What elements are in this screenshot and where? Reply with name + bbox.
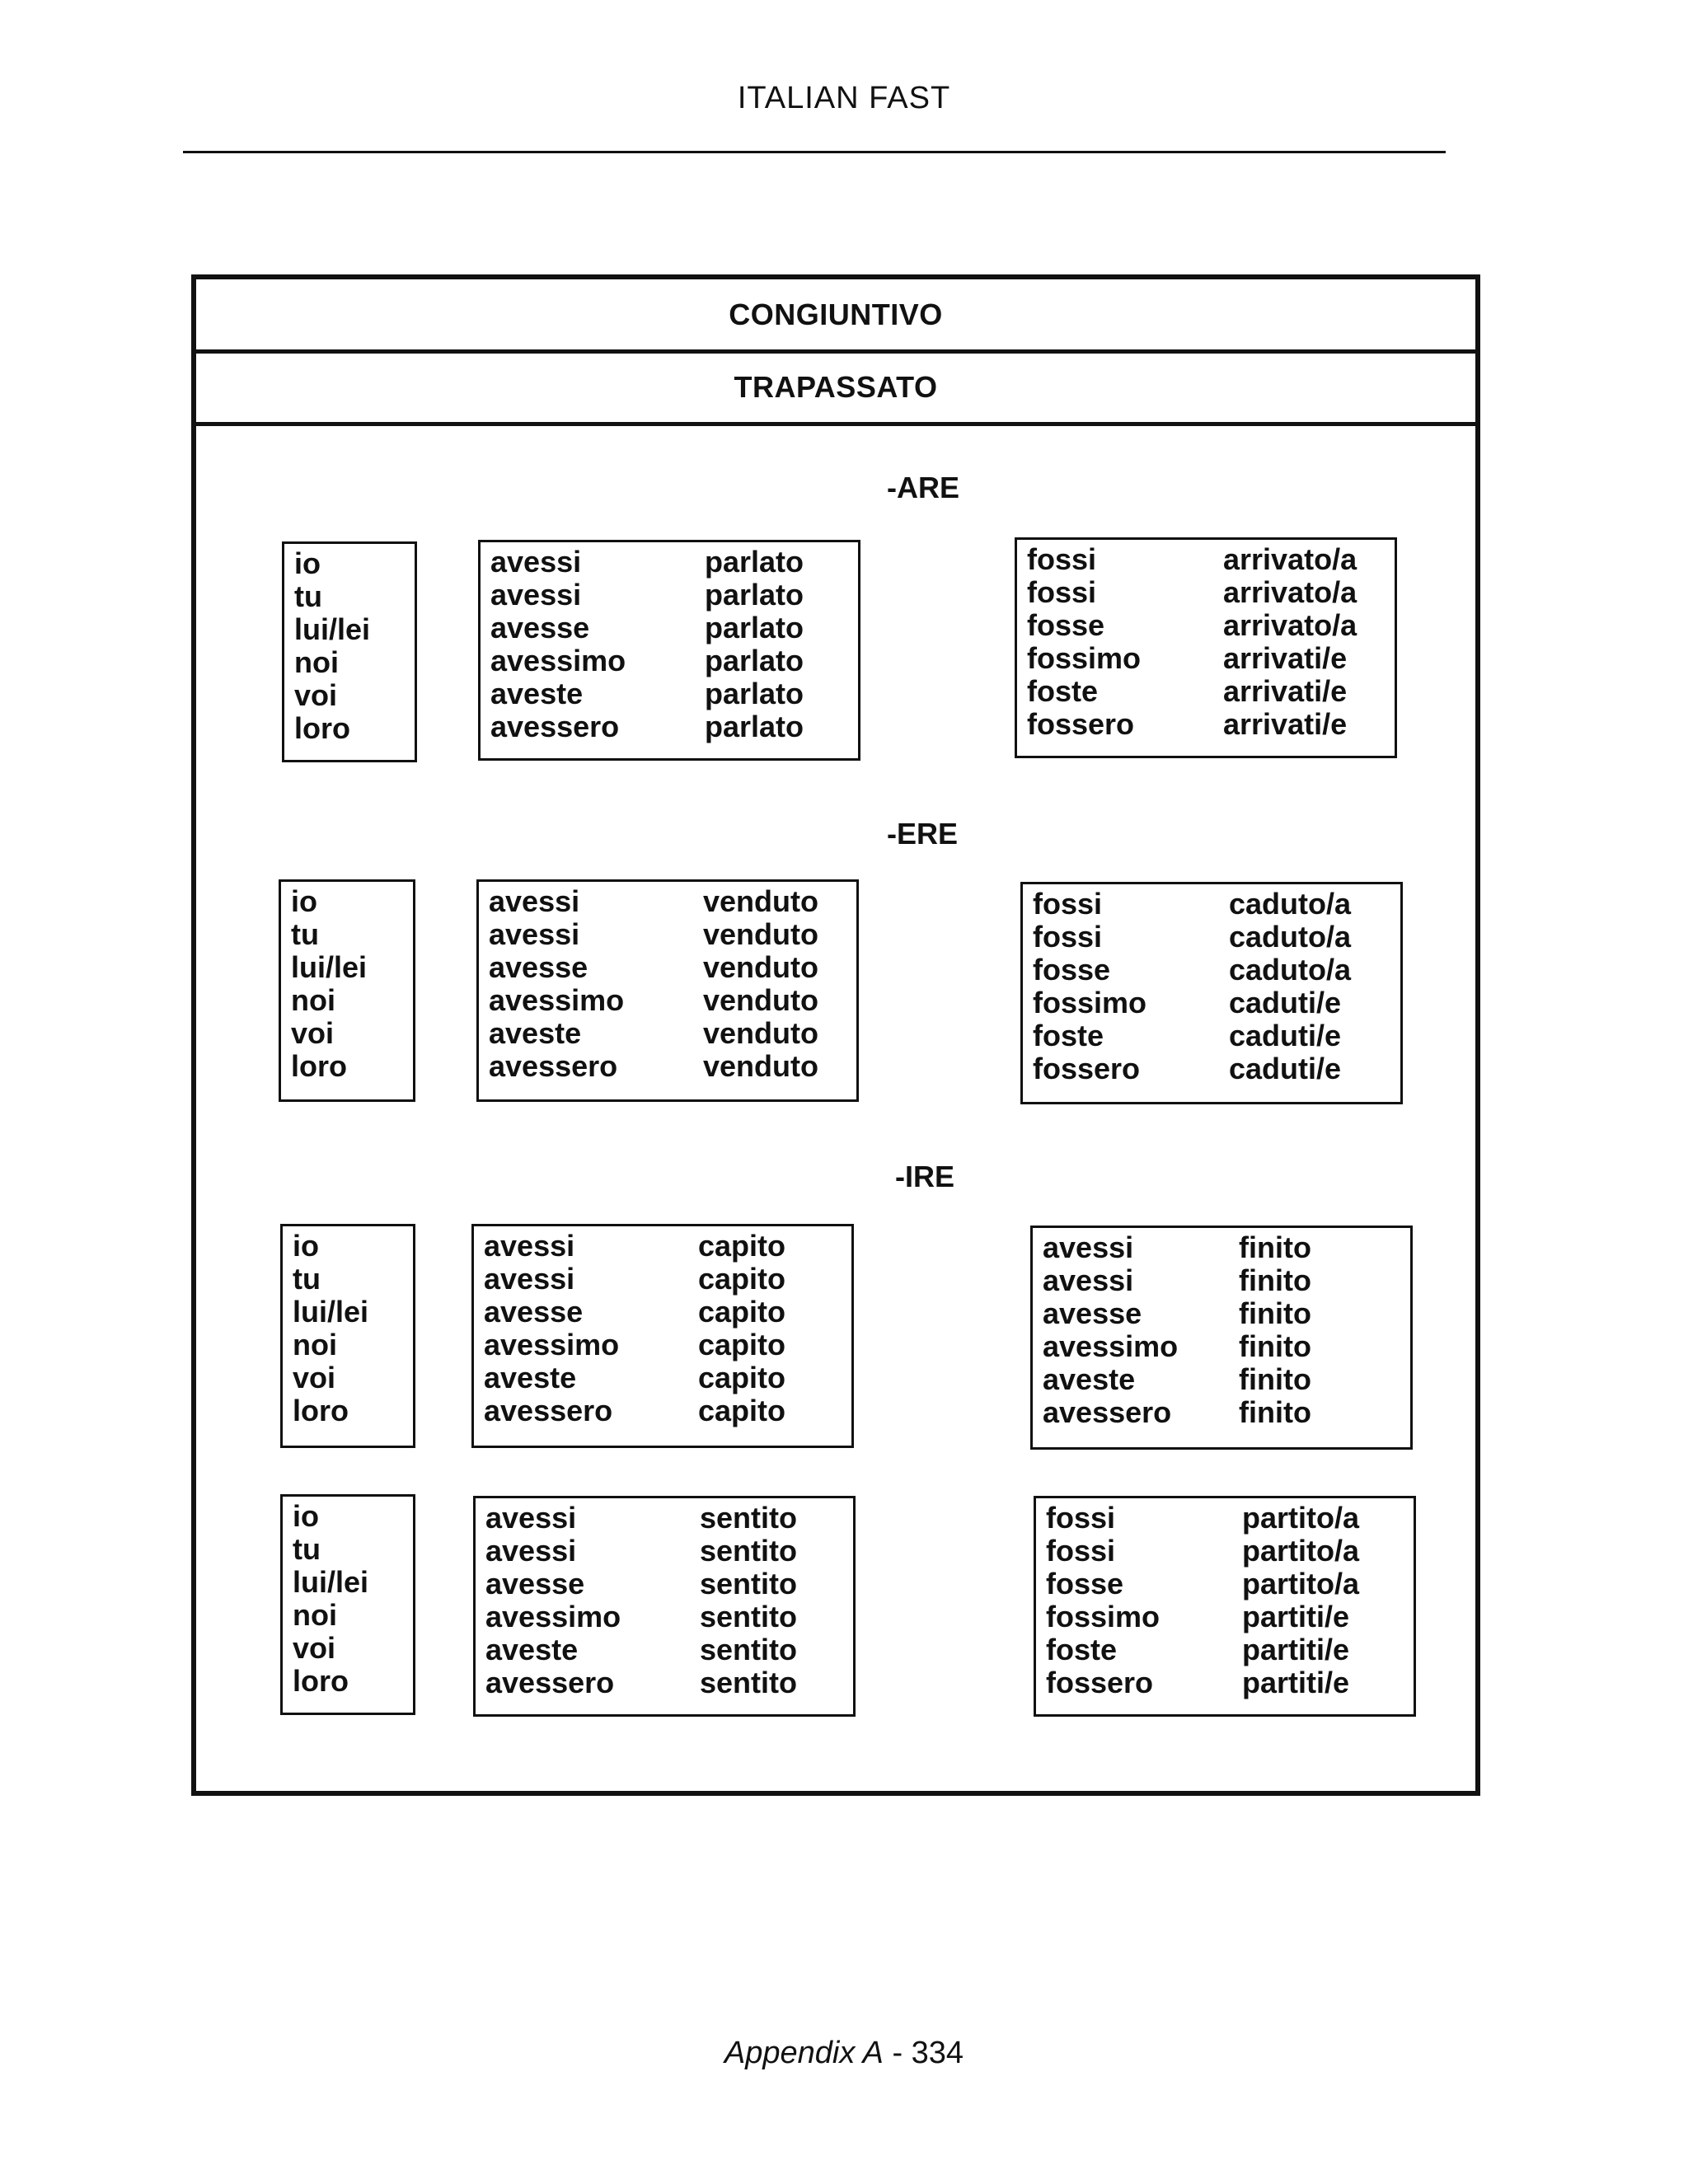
auxiliary: avessimo	[490, 644, 626, 677]
conjugation-box-avere	[471, 1224, 854, 1448]
conjugation-box-avere	[476, 879, 859, 1102]
pronoun: noi	[293, 1328, 337, 1361]
participle: finito	[1239, 1263, 1311, 1297]
participle: caduto/a	[1229, 887, 1352, 921]
auxiliary: avessi	[489, 917, 580, 951]
participle: parlato	[705, 710, 804, 743]
auxiliary: fossero	[1046, 1666, 1154, 1699]
auxiliary: fosse	[1033, 953, 1111, 987]
auxiliary: fossi	[1027, 575, 1097, 609]
participle: finito	[1239, 1230, 1311, 1264]
pronoun-box	[280, 1224, 415, 1448]
participle: partiti/e	[1242, 1633, 1350, 1666]
participle: partito/a	[1242, 1534, 1360, 1568]
pronoun: io	[293, 1229, 319, 1263]
auxiliary: avesse	[490, 611, 590, 644]
pronoun: lui/lei	[294, 612, 371, 646]
auxiliary: aveste	[485, 1633, 579, 1666]
auxiliary: avessi	[489, 884, 580, 918]
auxiliary: fossimo	[1046, 1600, 1160, 1633]
pronoun: tu	[293, 1532, 321, 1566]
auxiliary: avessi	[484, 1262, 575, 1296]
participle: sentito	[700, 1534, 798, 1568]
table-title: CONGIUNTIVO	[196, 279, 1475, 354]
pronoun-box	[279, 879, 415, 1102]
conjugation-box-essere	[1034, 1496, 1416, 1717]
pronoun: tu	[293, 1262, 321, 1296]
participle: partito/a	[1242, 1501, 1360, 1535]
participle: sentito	[700, 1501, 798, 1535]
pronoun: voi	[293, 1631, 336, 1665]
participle: finito	[1239, 1362, 1311, 1396]
auxiliary: foste	[1033, 1019, 1104, 1052]
auxiliary: fossi	[1033, 920, 1103, 954]
participle: partiti/e	[1242, 1666, 1350, 1699]
pronoun: lui/lei	[293, 1565, 369, 1599]
participle: capito	[698, 1394, 786, 1427]
auxiliary: avessero	[1043, 1395, 1172, 1429]
pronoun: io	[294, 546, 321, 580]
participle: sentito	[700, 1600, 798, 1633]
participle: parlato	[705, 545, 804, 579]
page-number: - 334	[892, 2036, 964, 2070]
auxiliary: avessi	[485, 1534, 577, 1568]
participle: venduto	[703, 983, 818, 1017]
participle: capito	[698, 1229, 786, 1263]
pronoun: lui/lei	[291, 950, 368, 984]
participle: arrivato/a	[1223, 575, 1357, 609]
pronoun: loro	[291, 1049, 347, 1083]
auxiliary: fossero	[1033, 1052, 1141, 1085]
participle: arrivati/e	[1223, 707, 1348, 741]
participle: partito/a	[1242, 1567, 1360, 1601]
auxiliary: fosse	[1027, 608, 1105, 642]
participle: venduto	[703, 950, 818, 984]
pronoun-box	[280, 1494, 415, 1715]
running-head: ITALIAN FAST	[737, 81, 951, 115]
pronoun: loro	[294, 711, 350, 745]
auxiliary: avessi	[485, 1501, 577, 1535]
participle: caduti/e	[1229, 1019, 1342, 1052]
participle: partiti/e	[1242, 1600, 1350, 1633]
auxiliary: fossi	[1046, 1501, 1116, 1535]
auxiliary: fossimo	[1027, 641, 1142, 675]
participle: caduti/e	[1229, 986, 1342, 1019]
participle: arrivato/a	[1223, 608, 1357, 642]
conjugation-table	[191, 274, 1480, 1796]
participle: capito	[698, 1262, 786, 1296]
pronoun: loro	[293, 1664, 349, 1698]
pronoun: noi	[291, 983, 335, 1017]
auxiliary: avessimo	[489, 983, 625, 1017]
pronoun: lui/lei	[293, 1295, 369, 1329]
participle: arrivato/a	[1223, 542, 1357, 576]
participle: caduto/a	[1229, 920, 1352, 954]
auxiliary: avessero	[490, 710, 620, 743]
header-rule	[183, 151, 1446, 153]
participle: venduto	[703, 917, 818, 951]
section-label-ire: -IRE	[895, 1160, 954, 1193]
participle: arrivati/e	[1223, 674, 1348, 708]
participle: capito	[698, 1328, 786, 1361]
conjugation-box-essere	[1015, 537, 1397, 758]
auxiliary: avesse	[489, 950, 588, 984]
conjugation-box-essere	[1020, 882, 1403, 1104]
auxiliary: fossi	[1046, 1534, 1116, 1568]
pronoun-box	[282, 541, 417, 762]
pronoun: noi	[294, 645, 339, 679]
participle: parlato	[705, 677, 804, 710]
auxiliary: avesse	[1043, 1296, 1142, 1330]
pronoun: voi	[291, 1016, 335, 1050]
participle: sentito	[700, 1633, 798, 1666]
pronoun: voi	[294, 678, 338, 712]
conjugation-box-avere	[478, 540, 860, 761]
participle: parlato	[705, 644, 804, 677]
page-footer	[0, 2036, 1688, 2071]
participle: parlato	[705, 611, 804, 644]
auxiliary: avessi	[1043, 1230, 1134, 1264]
auxiliary: avessimo	[484, 1328, 620, 1361]
pronoun: io	[291, 884, 317, 918]
participle: venduto	[703, 884, 818, 918]
auxiliary: avessi	[490, 545, 582, 579]
pronoun: tu	[294, 579, 322, 613]
auxiliary: avessi	[490, 578, 582, 612]
conjugation-box-avere	[473, 1496, 856, 1717]
auxiliary: avesse	[484, 1295, 584, 1329]
auxiliary: avessi	[484, 1229, 575, 1263]
auxiliary: avessero	[489, 1049, 618, 1083]
pronoun: noi	[293, 1598, 337, 1632]
participle: caduto/a	[1229, 953, 1352, 987]
participle: caduti/e	[1229, 1052, 1342, 1085]
auxiliary: fossi	[1033, 887, 1103, 921]
auxiliary: avessero	[484, 1394, 613, 1427]
participle: venduto	[703, 1016, 818, 1050]
participle: arrivati/e	[1223, 641, 1348, 675]
auxiliary: avessimo	[485, 1600, 621, 1633]
auxiliary: avessi	[1043, 1263, 1134, 1297]
auxiliary: foste	[1027, 674, 1099, 708]
pronoun: io	[293, 1499, 319, 1533]
auxiliary: avesse	[485, 1567, 585, 1601]
auxiliary: aveste	[490, 677, 584, 710]
pronoun: loro	[293, 1394, 349, 1427]
participle: sentito	[700, 1567, 798, 1601]
auxiliary: fossi	[1027, 542, 1097, 576]
auxiliary: aveste	[1043, 1362, 1136, 1396]
section-label-are: -ARE	[887, 471, 959, 504]
pronoun: tu	[291, 917, 319, 951]
auxiliary: avessimo	[1043, 1329, 1179, 1363]
auxiliary: aveste	[484, 1361, 577, 1394]
participle: finito	[1239, 1329, 1311, 1363]
participle: capito	[698, 1295, 786, 1329]
participle: finito	[1239, 1296, 1311, 1330]
auxiliary: aveste	[489, 1016, 582, 1050]
participle: capito	[698, 1361, 786, 1394]
auxiliary: fossero	[1027, 707, 1135, 741]
auxiliary: fosse	[1046, 1567, 1124, 1601]
table-subtitle: TRAPASSATO	[196, 352, 1475, 426]
participle: parlato	[705, 578, 804, 612]
section-label-ere: -ERE	[887, 817, 959, 851]
participle: finito	[1239, 1395, 1311, 1429]
participle: sentito	[700, 1666, 798, 1699]
auxiliary: foste	[1046, 1633, 1118, 1666]
pronoun: voi	[293, 1361, 336, 1394]
appendix-label: Appendix A	[724, 2036, 884, 2070]
participle: venduto	[703, 1049, 818, 1083]
conjugation-box-avere	[1030, 1226, 1413, 1450]
auxiliary: avessero	[485, 1666, 615, 1699]
auxiliary: fossimo	[1033, 986, 1147, 1019]
